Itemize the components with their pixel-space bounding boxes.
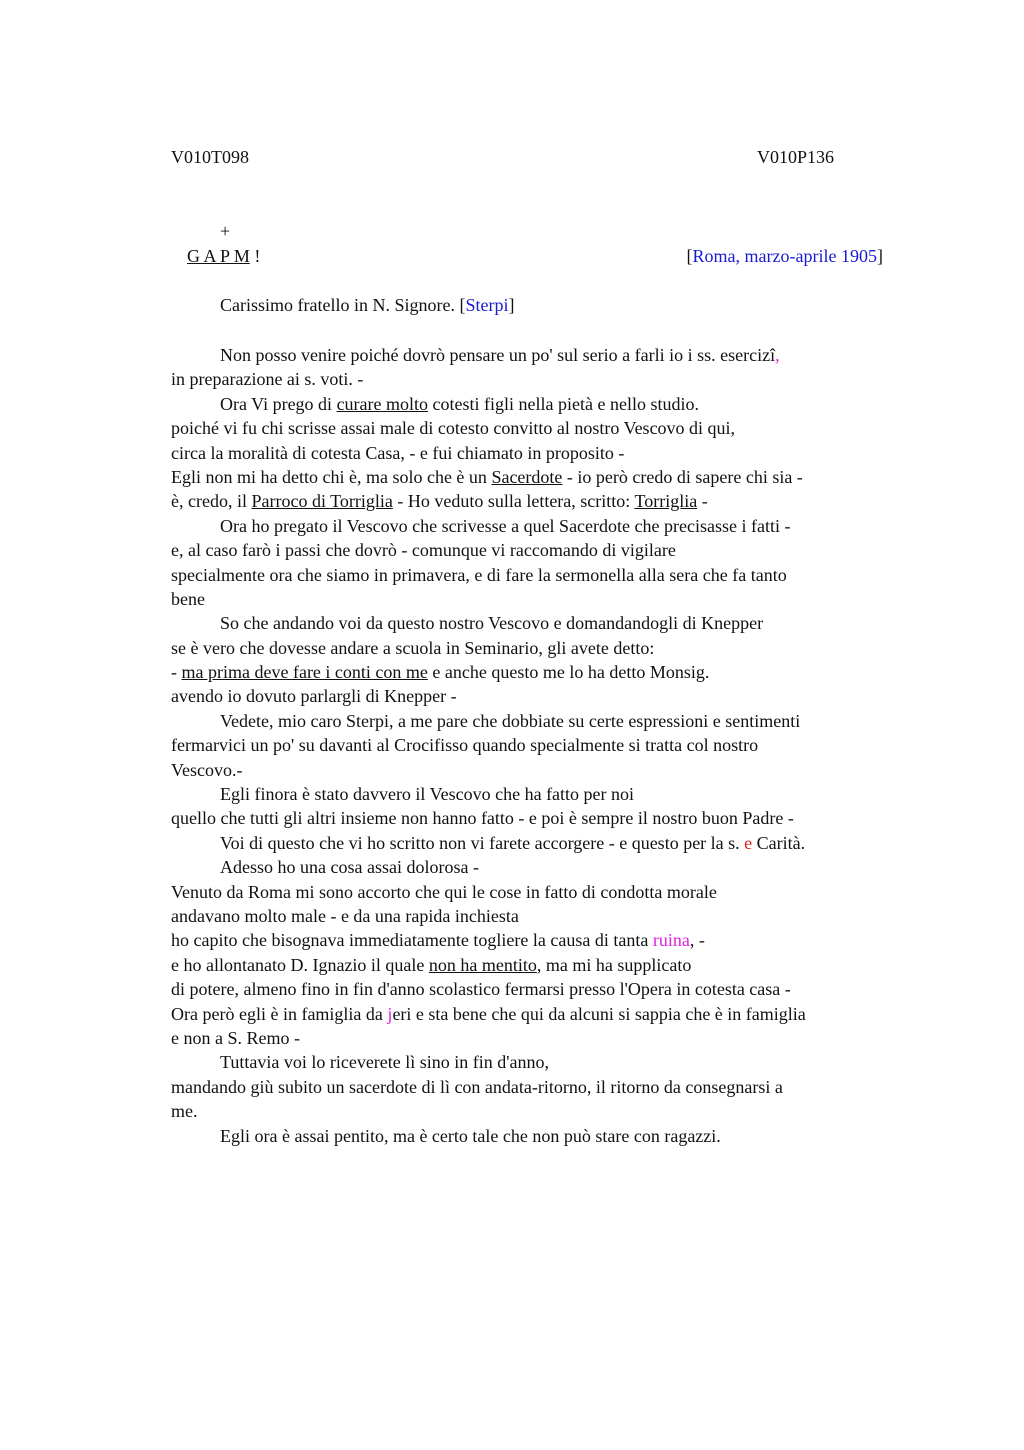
text-span: Non posso venire poiché dovrò pensare un po' sul serio a farli io i ss. esercizî [220,345,776,365]
text-span: - [171,662,182,683]
body-line [171,660,911,684]
gapm-letters: G A P M [187,246,250,266]
body-line: bene [171,588,205,609]
underlined-text: Parroco di Torriglia [251,491,393,512]
text-span: Egli non mi ha detto chi è, ma solo che è un [171,466,492,487]
body-line: Tuttavia voi lo riceverete lì sino in fin d'anno, [220,1052,550,1073]
correction-mark: j [387,1003,393,1024]
text-span: Voi di questo che vi ho scritto non vi farete accorgere - e questo per la s. [220,832,745,853]
volume-text-id: V010T098 [171,147,249,167]
body-line: mandando giù subito un sacerdote di lì con andata-ritorno, il ritorno da consegnarsi a [171,1076,783,1097]
date-bracket-close: ] [877,246,883,266]
text-span: eri e sta bene che qui da alcuni si sappia che è in famiglia [392,1003,806,1024]
recipient-name: Sterpi [465,295,509,315]
body-line [171,928,911,952]
salutation-text: Carissimo fratello in N. Signore. [ [220,295,466,315]
body-line [171,465,911,489]
body-line: in preparazione ai s. voti. - [171,369,364,390]
text-span: - io però credo di sapere chi sia - [562,466,803,487]
body-line [171,831,911,855]
body-line: Vescovo.- [171,759,243,780]
date-bracket-open: [ [686,246,693,266]
letter-body [171,343,911,1148]
text-span: Ora però egli è in famiglia da [171,1003,388,1024]
body-line [171,392,911,416]
gapm-exclamation: ! [249,246,261,266]
text-span: , - [689,930,705,951]
body-line [171,953,911,977]
text-span: , ma mi ha supplicato [536,954,692,975]
body-line: Egli finora è stato davvero il Vescovo che ha fatto per noi [220,784,635,805]
text-span: - [697,491,708,512]
letter-date [687,246,883,267]
body-line: Vedete, mio caro Sterpi, a me pare che dobbiate su certe espressioni e sentimenti [220,710,801,731]
body-line: andavano molto male - e da una rapida inchiesta [171,905,519,926]
gapm-invocation [187,246,260,267]
text-span: Ora Vi prego di [220,393,337,414]
body-line: e non a S. Remo - [171,1027,300,1048]
text-span: cotesti figli nella pietà e nello studio. [428,393,699,414]
text-span: ho capito che bisognava immediatamente togliere la causa di tanta [171,930,653,951]
body-line: So che andando voi da questo nostro Vescovo e domandandogli di Knepper [220,613,764,634]
body-line: Egli ora è assai pentito, ma è certo tale che non può stare con ragazzi. [220,1125,721,1146]
body-line: poiché vi fu chi scrisse assai male di cotesto convitto al nostro Vescovo di qui, [171,418,736,439]
body-line: quello che tutti gli altri insieme non hanno fatto - e poi è sempre il nostro buon Padre - [171,808,794,829]
salutation [220,295,514,316]
body-line: e, al caso farò i passi che dovrò - comunque vi raccomando di vigilare [171,540,676,561]
text-span: Carità. [752,832,806,853]
text-span: è, credo, il [171,491,252,512]
body-line: Adesso ho una cosa assai dolorosa - [220,857,479,878]
body-line: specialmente ora che siamo in primavera, e di fare la sermonella alla sera che fa tanto [171,564,787,585]
correction-mark: , [775,345,780,365]
body-line: fermarvici un po' su davanti al Crocifisso quando specialmente si tratta col nostro [171,735,759,756]
date-text: Roma, marzo-aprile 1905 [692,246,877,266]
body-line: di potere, almeno fino in fin d'anno scolastico fermarsi presso l'Opera in cotesta casa - [171,979,791,1000]
underlined-text: Sacerdote [491,466,563,487]
body-line: Ora ho pregato il Vescovo che scrivesse a quel Sacerdote che precisasse i fatti - [220,515,791,536]
body-line: circa la moralità di cotesta Casa, - e fui chiamato in proposito - [171,442,625,463]
body-line [171,343,911,367]
underlined-text: ma prima deve fare i conti con me [181,662,428,683]
cross-mark: + [220,221,231,241]
text-span: - Ho veduto sulla lettera, scritto: [392,491,635,512]
body-line [171,489,911,513]
body-line: me. [171,1101,198,1122]
text-span: e anche questo me lo ha detto Monsig. [427,662,710,683]
correction-word: ruina [652,930,690,951]
body-line: Venuto da Roma mi sono accorto che qui le cose in fatto di condotta morale [171,881,717,902]
body-line: se è vero che dovesse andare a scuola in Seminario, gli avete detto: [171,637,655,658]
volume-page-id: V010P136 [757,147,835,167]
salutation-close: ] [508,295,515,315]
body-line [171,1002,911,1026]
underlined-text: Torriglia [634,491,698,512]
body-line: avendo io dovuto parlargli di Knepper - [171,686,457,707]
underlined-text: non ha mentito [428,954,537,975]
text-span: e ho allontanato D. Ignazio il quale [171,954,429,975]
correction-mark: e [744,832,753,853]
underlined-text: curare molto [336,393,429,414]
